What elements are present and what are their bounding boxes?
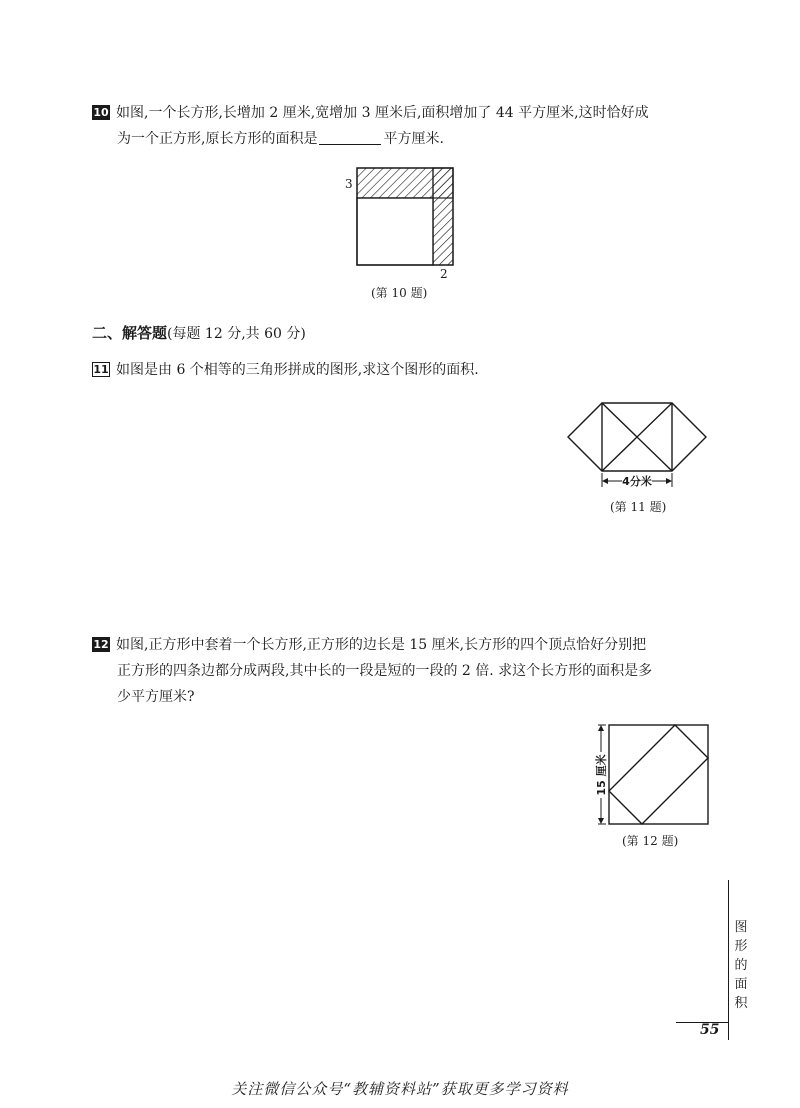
- q12-line-2: 正方形的四条边都分成两段,其中长的一段是短的一段的 2 倍. 求这个长方形的面积是多: [117, 663, 653, 679]
- q10-label-3: 3: [345, 177, 353, 191]
- section-note: (每题 12 分,共 60 分): [167, 326, 306, 342]
- q10-caption: (第 10 题): [371, 286, 428, 300]
- page-number: 55: [700, 1022, 720, 1038]
- q11-text: 如图是由 6 个相等的三角形拼成的图形,求这个图形的面积.: [116, 362, 479, 378]
- section-title: 二、解答题: [92, 324, 168, 342]
- q10-text-1: 如图,一个长方形,长增加 2 厘米,宽增加 3 厘米后,面积增加了 44 平方厘米,这时恰好成: [116, 105, 649, 121]
- q11-figure: [560, 395, 720, 495]
- q12-dimension-label: 15 厘米: [595, 754, 608, 796]
- q12-line-3: 少平方厘米?: [117, 689, 195, 705]
- q12-outer-square: [609, 725, 708, 824]
- q10-label-2: 2: [440, 267, 448, 281]
- q12-line-1: [92, 635, 646, 655]
- footer-note: 关注微信公众号“教辅资料站”获取更多学习资料: [231, 1080, 569, 1098]
- q12-number: 12: [93, 638, 109, 651]
- q10-text-2b: 平方厘米.: [383, 131, 444, 147]
- side-chapter-title: 图形的面积: [734, 920, 748, 1011]
- q10-right-strip: [433, 168, 453, 265]
- q10-line-2: [117, 129, 444, 149]
- q11-dimension-label: 4分米: [622, 475, 652, 488]
- q12-text-1: 如图,正方形中套着一个长方形,正方形的边长是 15 厘米,长方形的四个顶点恰好分别把: [116, 637, 647, 653]
- q10-figure: [340, 160, 470, 285]
- q10-number: 10: [93, 106, 109, 119]
- q11-caption: (第 11 题): [610, 500, 667, 514]
- q11-number: 11: [93, 363, 109, 376]
- side-tab-rule: [728, 880, 729, 1040]
- answer-blank[interactable]: [319, 130, 381, 145]
- q10-original-rect: [357, 198, 433, 265]
- q10-text-2a: 为一个正方形,原长方形的面积是: [117, 131, 318, 147]
- q10-line-1: [92, 103, 649, 123]
- section-heading: [92, 322, 306, 343]
- q12-figure: [588, 720, 713, 830]
- q12-caption: (第 12 题): [622, 834, 679, 848]
- q12-inner-rectangle: [609, 725, 708, 824]
- q11-line-1: [92, 360, 479, 380]
